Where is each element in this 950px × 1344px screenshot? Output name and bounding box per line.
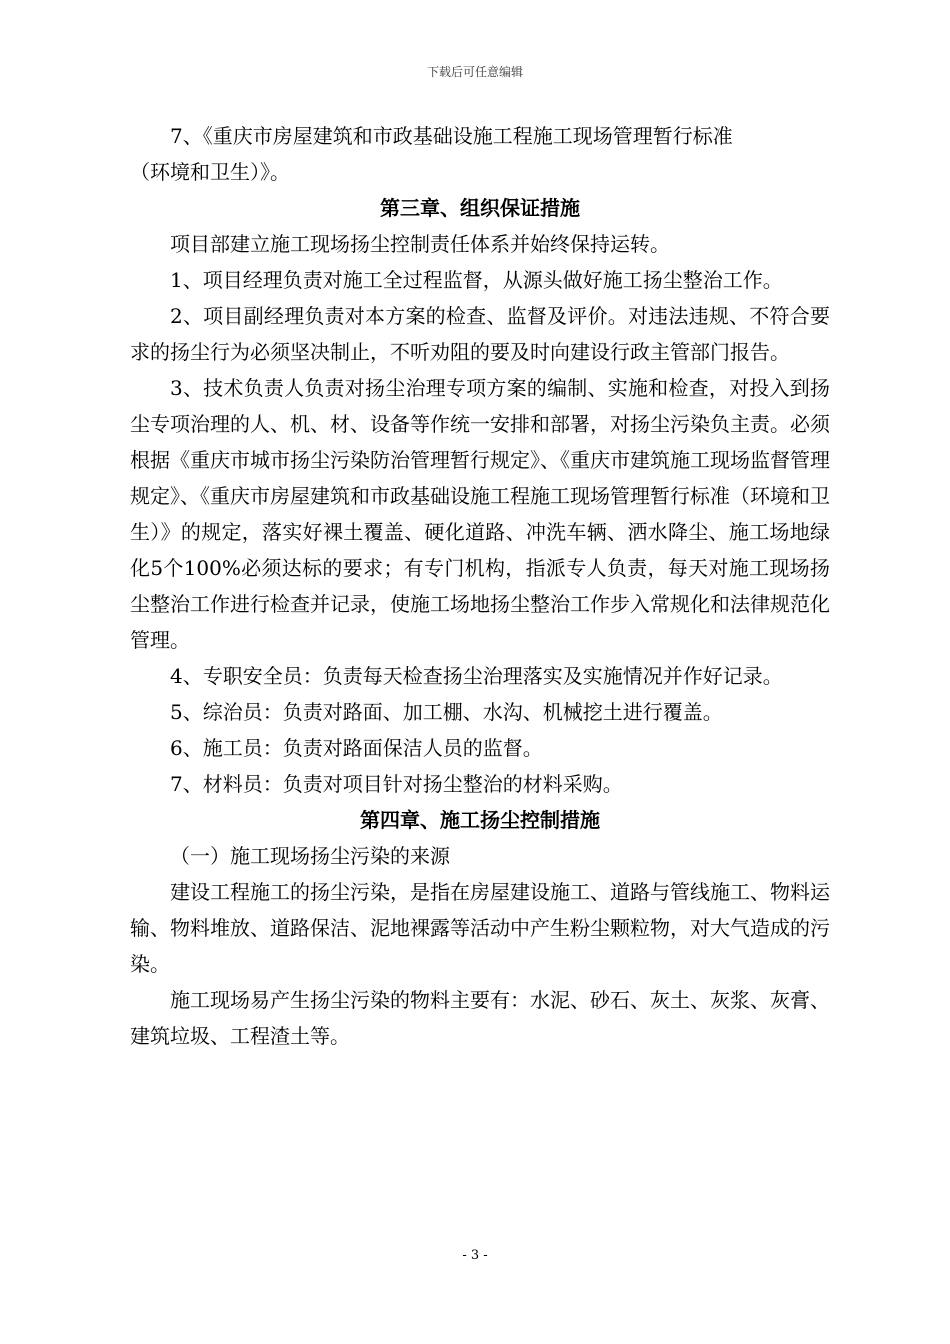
page-header: 下载后可任意编辑 xyxy=(426,65,523,79)
document-body xyxy=(130,118,830,1054)
subsection-dust-sources: （一）施工现场扬尘污染的来源 xyxy=(170,844,450,868)
paragraph-project-manager: 1、项目经理负责对施工全过程监督，从源头做好施工扬尘整治工作。 xyxy=(170,268,783,292)
paragraph-standard-7-continued: （环境和卫生）》。 xyxy=(130,160,290,184)
paragraph-dust-materials: 施工现场易产生扬尘污染的物料主要有：水泥、砂石、灰土、灰浆、灰膏、建筑垃圾、工程渣土等。 xyxy=(130,988,830,1048)
chapter-3-heading: 第三章、组织保证措施 xyxy=(380,196,580,220)
page-number: - 3 - xyxy=(462,1248,488,1263)
paragraph-technical-lead: 3、技术负责人负责对扬尘治理专项方案的编制、实施和检查，对投入到扬尘专项治理的人、机、材、设备等作统一安排和部署，对扬尘污染负主责。必须根据《重庆市城市扬尘污染防治管理暂行规定》、《重庆市建筑施工现场监督管理规定》、《重庆市房屋建筑和市政基础设施工程施工现场管理暂行标准（环境和卫生）》的规定，落实好裸土覆盖、硬化道路、冲洗车辆、洒水降尘、施工场地绿化5个100%必须达标的要求；有专门机构，指派专人负责，每天对施工现场扬尘整治工作进行检查并记录，使施工场地扬尘整治工作步入常规化和法律规范化管理。 xyxy=(130,376,830,652)
paragraph-construction-officer: 6、施工员：负责对路面保洁人员的监督。 xyxy=(170,736,543,760)
paragraph-dust-definition: 建设工程施工的扬尘污染，是指在房屋建设施工、道路与管线施工、物料运输、物料堆放、道路保洁、泥地裸露等活动中产生粉尘颗粒物，对大气造成的污染。 xyxy=(130,880,830,976)
paragraph-safety-officer: 4、专职安全员：负责每天检查扬尘治理落实及实施情况并作好记录。 xyxy=(170,664,783,688)
paragraph-comprehensive-officer: 5、综治员：负责对路面、加工棚、水沟、机械挖土进行覆盖。 xyxy=(170,700,723,724)
chapter-4-heading: 第四章、施工扬尘控制措施 xyxy=(360,808,600,832)
paragraph-responsibility-system: 项目部建立施工现场扬尘控制责任体系并始终保持运转。 xyxy=(170,232,670,256)
paragraph-materials-officer: 7、材料员：负责对项目针对扬尘整治的材料采购。 xyxy=(170,772,623,796)
paragraph-deputy-manager: 2、项目副经理负责对本方案的检查、监督及评价。对违法违规、不符合要求的扬尘行为必须坚决制止，不听劝阻的要及时向建设行政主管部门报告。 xyxy=(130,304,830,364)
paragraph-standard-7: 7、《重庆市房屋建筑和市政基础设施工程施工现场管理暂行标准 xyxy=(170,124,733,148)
